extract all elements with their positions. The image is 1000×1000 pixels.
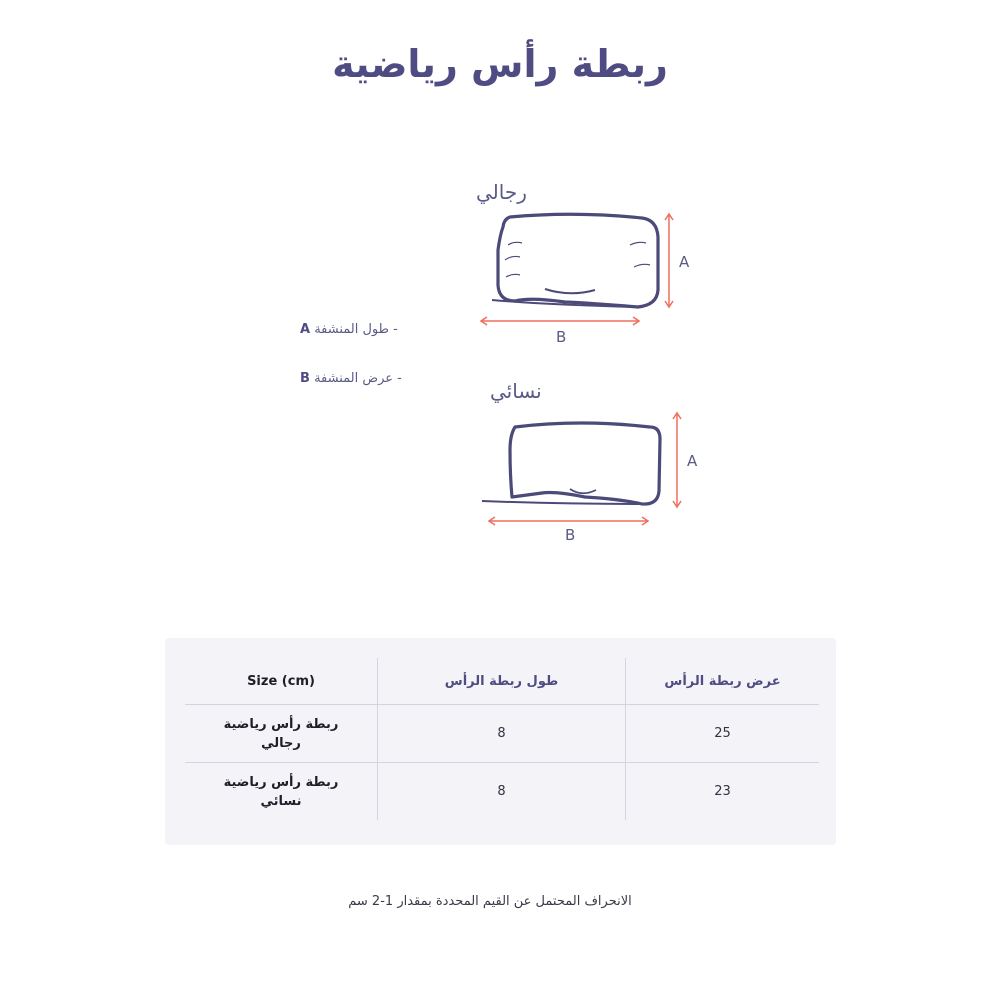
row-name-men	[185, 705, 378, 763]
legend-letter-b: B	[300, 371, 310, 386]
row-name-line1: ربطة رأس رياضية	[223, 716, 339, 732]
headband-men-inner-curve	[545, 289, 595, 293]
headband-men-fold-5	[634, 264, 650, 267]
dimension-label-a-men: A	[679, 253, 690, 271]
row-length-men: 8	[378, 705, 626, 763]
legend-letter-a: A	[300, 322, 311, 337]
legend-item-a	[300, 322, 460, 337]
table-row	[185, 705, 819, 763]
legend-item-b	[300, 371, 460, 386]
row-name-line2: نسائي	[260, 793, 302, 809]
headband-men-fold-1	[508, 242, 522, 245]
headband-women-inner-curve	[570, 489, 596, 493]
headband-diagram-men	[470, 205, 710, 350]
dimension-a-arrow-women	[673, 413, 681, 507]
row-width-men: 25	[626, 705, 820, 763]
table-header-row	[185, 658, 819, 705]
row-length-women: 8	[378, 763, 626, 821]
variant-label-women: نسائي	[490, 379, 542, 403]
row-name-women	[185, 763, 378, 821]
page-title: ربطة رأس رياضية	[332, 42, 668, 86]
dimension-a-arrow-men	[665, 214, 673, 307]
dimension-label-b-women: B	[565, 526, 576, 544]
table-row	[185, 763, 819, 821]
header-length: طول ربطة الرأس	[378, 658, 626, 705]
headband-men-fold-4	[630, 242, 646, 245]
tolerance-footnote: الانحراف المحتمل عن القيم المحددة بمقدار 1-2 سم	[348, 894, 632, 909]
size-table-card	[165, 638, 836, 845]
legend-text-a: طول المنشفة -	[314, 322, 398, 337]
row-width-women: 23	[626, 763, 820, 821]
legend-text-b: عرض المنشفة -	[314, 371, 402, 386]
dimension-label-b-men: B	[556, 328, 567, 346]
headband-men-fold-3	[506, 274, 520, 277]
headband-men-fold-2	[505, 256, 520, 260]
headband-women-outline	[510, 423, 660, 504]
header-width: عرض ربطة الرأس	[626, 658, 820, 705]
variant-label-men: رجالي	[476, 180, 527, 204]
row-name-line2: رجالي	[261, 735, 301, 751]
dimension-b-arrow-men	[481, 317, 639, 325]
headband-men-illustration	[470, 205, 710, 350]
headband-women-illustration	[470, 405, 710, 550]
size-table	[185, 658, 819, 820]
header-size: Size (cm)	[185, 658, 378, 705]
dimension-label-a-women: A	[687, 452, 698, 470]
headband-diagram-women	[470, 405, 710, 550]
dimension-b-arrow-women	[489, 517, 648, 525]
row-name-line1: ربطة رأس رياضية	[223, 774, 339, 790]
